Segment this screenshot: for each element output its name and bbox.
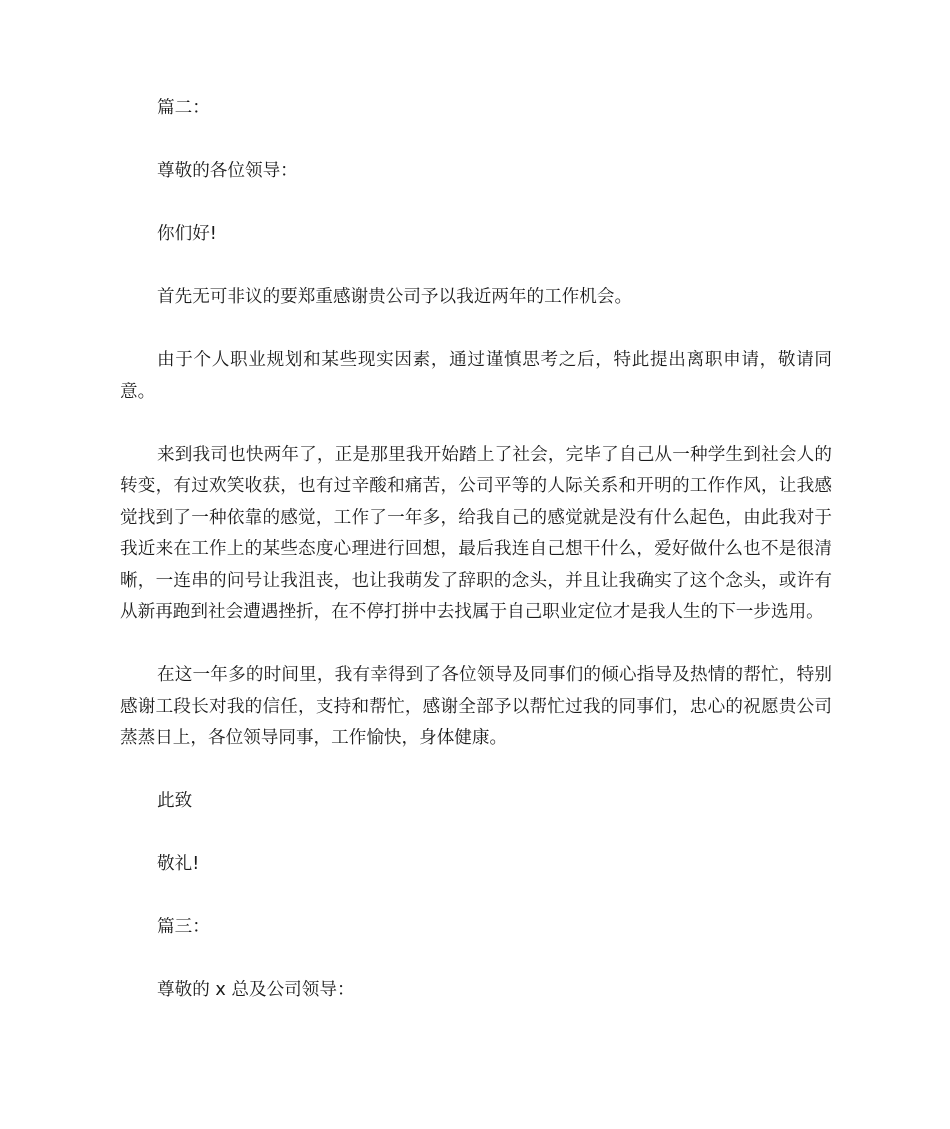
greeting: 你们好! [157, 224, 217, 244]
paragraph-reasons: 来到我司也快两年了，正是那里我开始踏上了社会，完毕了自己从一种学生到社会人的转变，有过欢笑收获，也有过辛酸和痛苦，公司平等的人际关系和开明的工作作风，让我感觉找到了一种依靠的感觉，工作了一年多，给我自己的感觉就是没有什么起色，由此我对于我近来在工作上的某些态度心理进行回想，最后我连自己想干什么，爱好做什么也不是很清晰，一连串的问号让我沮丧，也让我萌发了辞职的念头，并且让我确实了这个念头，或许有从新再跑到社会遭遇挫折，在不停打拼中去找属于自己职业定位才是我人生的下一步选用。 [120, 444, 832, 622]
salutation: 尊敬的各位领导： [157, 161, 298, 181]
paragraph-thanks: 首先无可非议的要郑重感谢贵公司予以我近两年的工作机会。 [157, 287, 633, 307]
closing-line: 此致 [157, 791, 193, 811]
paragraph-gratitude: 在这一年多的时间里，我有幸得到了各位领导及同事们的倾心指导及热情的帮忙，特别感谢工段长对我的信任，支持和帮忙，感谢全部予以帮忙过我的同事们，忠心的祝愿贵公司蒸蒸日上，各位领导同事，工作愉快，身体健康。 [120, 665, 832, 748]
paragraph-resignation-request: 由于个人职业规划和某些现实因素，通过谨慎思考之后，特此提出离职申请，敬请同意。 [120, 350, 832, 402]
section-heading-part-three: 篇三： [157, 917, 210, 937]
document-body [120, 93, 832, 1038]
closing-regards: 敬礼! [157, 854, 200, 874]
salutation-part-three: 尊敬的 x 总及公司领导： [157, 980, 355, 1000]
section-heading-part-two: 篇二： [157, 98, 210, 118]
